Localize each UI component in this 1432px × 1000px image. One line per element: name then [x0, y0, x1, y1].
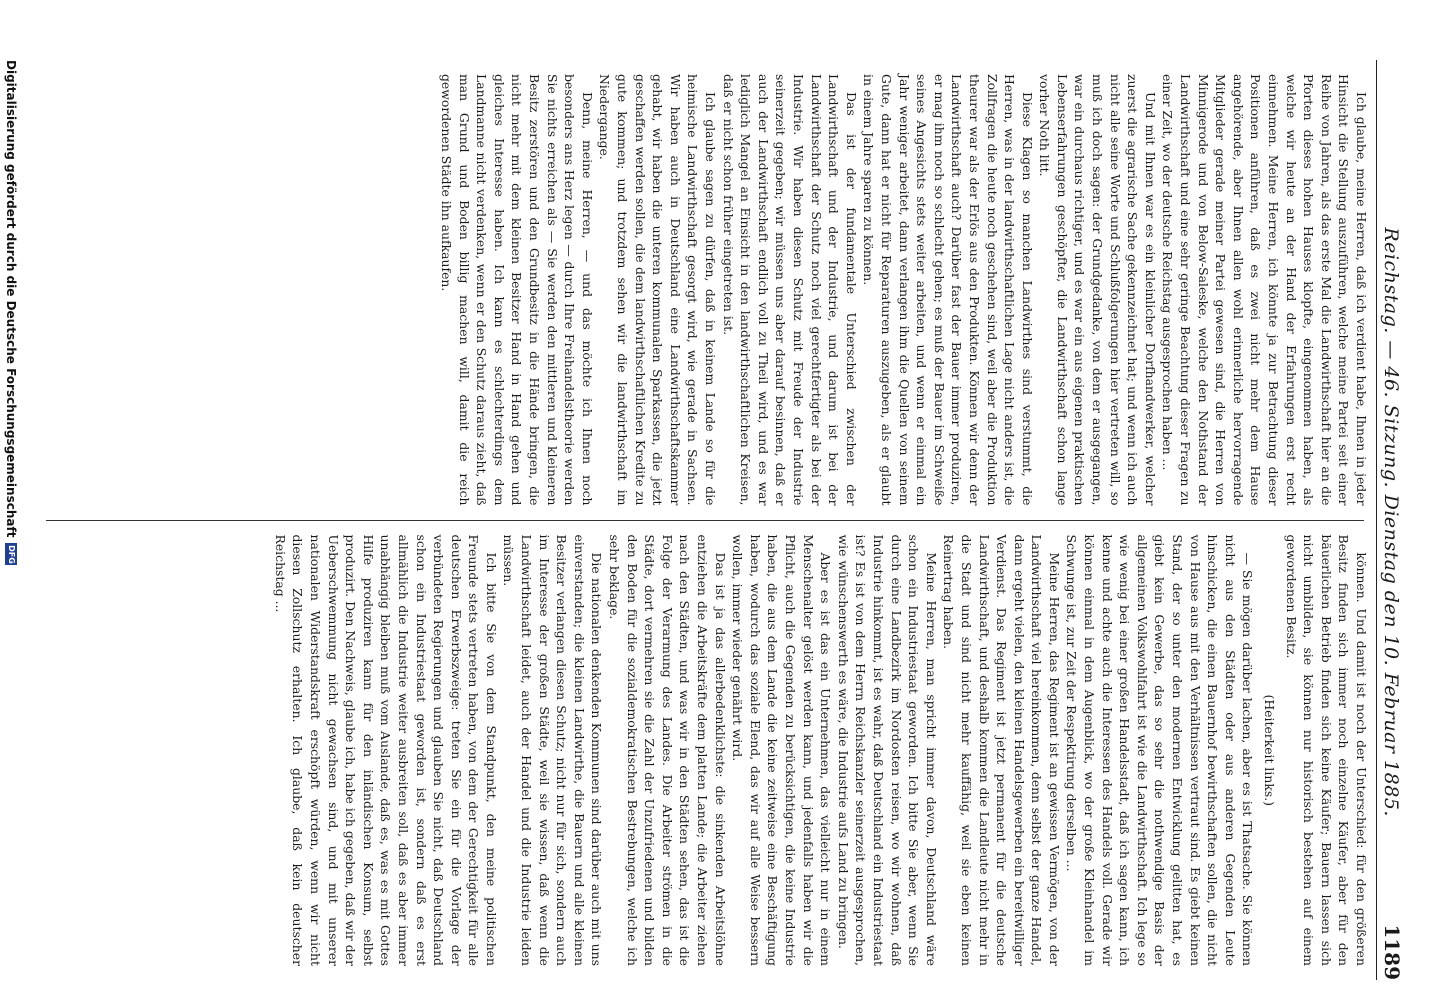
paragraph: Die nationalen denkenden Kommunen sind darüber auch mit uns einverstanden; die kleinen Landwirthe, die Bauern und alle kleinen Besitzer verlangen diesen Schutz; nicht nur für sich, sondern auch im Interesse der großen Städte, weil sie wissen, daß wenn die Landwirthschaft leidet, auch der Handel und die Industrie leiden müssen.	[501, 534, 605, 966]
paragraph: Denn, meine Herren, — und das möchte ich Ihnen noch besonders ans Herz legen — durch Ihre Freihandelstheorie werden Sie nichts erreichen als — Sie werden den mittleren und kleineren Besitz zerstören und den Grundbesitz in die Hände bringen, die nicht mehr mit dem kleinen Besitzer Hand in Hand gehen und gleiches Interesse haben. Ich kann es schlechterdings dem Landmanne nicht verdenken, wenn er den Schutz daraus zieht, daß man Grund und Boden billig machen will, damit die reich gewordenen Städte ihn aufkaufen.	[439, 74, 595, 506]
dfg-logo: DFG	[7, 545, 16, 564]
stage-direction: (Heiterkeit links.)	[1262, 694, 1278, 806]
digitization-credit	[0, 0, 22, 1000]
left-column	[40, 60, 1370, 520]
paragraph: Meine Herren, man spricht immer davon, Deutschland wäre schon ein Industriestaat geworden. Ich bitte Sie aber, wenn Sie durch eine Landbezirk im Nordosten reisen, wo wir wohnen, daß Industrie hinkommt, ist es wahr, daß Deutschland ein Industriestaat ist? Es ist von dem Herrn Reichskanzler seinerzeit ausgesprochen, wie wünschenswerth es wäre, die Industrie aufs Land zu bringen.	[835, 534, 939, 966]
paragraph: Ich bitte Sie von dem Standpunkt, den meine politischen Freunde stets vertreten haben, von dem der Gerechtigkeit für alle deutschen Erwerbszweige: treten Sie ein für die Vorlage der verbündeten Regierungen und glauben Sie nicht, daß Deutschland schon ein Industriestaat geworden ist, sondern daß es erst allmählich die Industrie weiter ausbreiten soll, daß es aber immer unabhängig bleiben muß vom Auslande, daß es, was es mit Gottes Hilfe produziren kann für den inländischen Konsum, selbst produzirt. Den Nachweis, glaube ich, habe ich gegeben, daß wir der Ueberschwemmung nicht gewachsen sind, und mit unserer nationalen Widerstandskraft erschöpft würden, wenn wir nicht diesen Zollschutz erhalten. Ich glaube, daß kein deutscher Reichstag ...	[272, 534, 499, 966]
credit-text: Digitalisierung gefördert durch die Deutsche Forschungsgemeinschaft	[4, 60, 18, 538]
paragraph: Das ist ja das allerbedenklichste: die sinkenden Arbeitslöhne entziehen die Arbeitskräfte dem platten Lande; die Arbeiter ziehen nach den Städten, und was wir in den Städten sehen, das ist die Folge der Verarmung des Landes. Die Arbeiter strömen in die Städte, dort vermehren sie die Zahl der Unzufriedenen und bilden den Boden für die sozialdemokratischen Bestrebungen, welche ich sehr beklage.	[607, 534, 728, 966]
page-number: 1189	[1380, 924, 1404, 980]
paragraph: Und mit Ihnen war es ein kleinlicher Dorfhandwerker, welcher zuerst die agrarische Sache gekennzeichnet hat; und wenn ich auch nicht alle seine Worte und Schlußfolgerungen hier vertreten will, so muß ich doch sagen: der Grundgedanke, von dem er ausgegangen, war ein durchaus richtiger, und es war ein aus eigenen praktischen Lebenserfahrungen geschöpfter, die Landwirthschaft schon lange vorher Noth litt.	[1037, 74, 1158, 506]
paragraph: Ich glaube, meine Herren, daß ich verdient habe, Ihnen in jeder Hinsicht die Stellung auszuführen, welche meine Partei seit einer Reihe von Jahren, als das erste Mal die Landwirthschaft hier an die Pforten dieses hohen Hauses klopfte, eingenommen haben, als welche wir heute an der Hand der Erfahrungen erst recht einnehmen. Meine Herren, ich könnte ja zur Betrachtung dieser Positionen anführen, daß es zwei nicht mehr dem Hause angehörende, aber Ihnen allen wohl erinnerliche hervorragende Mitglieder gerade meiner Partei gewesen sind, die Herren von Minnigerode und von Below-Saleske, welche den Nothstand der Landwirthschaft und eine sehr geringe Beachtung dieser Fragen zu einer Zeit, wo der deutsche Reichstag ausgesprochen haben ...	[1160, 74, 1369, 506]
paragraph: — Sie mögen darüber lachen, aber es ist Thatsache. Sie können nicht aus den Städten oder aus anderen Gegenden Leute hinschicken, die einen Bauernhof bewirthschaften sollen, die nicht von Hause aus mit den Verhältnissen vertraut sind. Es giebt keinen Stand, der so unter den modernen Entwicklung gelitten hat, es giebt kein Gewerbe, das so sehr die nothwendige Basis der allgemeinen Volkswohlfahrt ist wie die Landwirthschaft. Ich lege so wie wenig bei einer großen Handelsstadt, daß ich sagen kann, ich kenne und achte auch die Interessen des Handels voll. Gerade wir können einmal in dem Augenblick, wo der große Kleinhandel im Schwunge ist, zur Zeit der Respektirung derselben ...	[1064, 534, 1256, 966]
paragraph: Diese Klagen so manchen Landwirthes sind verstummt, die Herren, was in der landwirthschaftlichen Lage nicht anders ist, die Zollfragen die heute noch geschehen sind, weil aber die Produktion theurer war als der Erlös aus den Produkten. Können wir denn der Landwirthschaft auch? Darüber fast der Bauer immer produziren, er mag ihm noch so schlecht gehen; es muß der Bauer im Schweiße seines Angesichts stets weiter arbeiten, und wenn er einmal ein Jahr weniger arbeitet, dann verlangen ihm die Quellen von seinem Gute, dann hat er nicht für Reparaturen auszugeben, als er glaubt in einem Jahre sparen zu können.	[861, 74, 1035, 506]
paragraph: können. Und damit ist noch der Unterschied: für den größeren Besitz finden sich immer noch einzelne Käufer, aber für den bäuerlichen Betrieb finden sich keine Käufer; Bauern lassen sich nicht umbilden, sie können nur historisch bestehen auf einem gewordenen Besitz.	[1283, 534, 1369, 966]
running-title: Reichstag. — 46. Sitzung. Dienstag den 10. Februar 1885.	[1380, 227, 1402, 817]
paragraph: Aber es ist das ein Unternehmen, das vielleicht nur in einem Menschenalter gelöst werden kann, und jedenfalls haben wir die Pflicht, auch die Gegenden zu berücksichtigen, die keine Industrie haben, die aus dem Lande die keine zeitweise eine Beschäftigung haben, wodurch das soziale Elend, das wir auf alle Weise bessern wollen, immer wieder genährt wird.	[730, 534, 834, 966]
paragraph: Ich glaube sagen zu dürfen, daß in keinem Lande so für die heimische Landwirthschaft gesorgt wird, wie gerade in Sachsen. Wir haben auch in Deutschland eine Landwirthschaftskammer gehabt, wir haben die unteren kommunalen Sparkassen, die jetzt geschaffen werden sollen, die dem landwirthschaftlichen Kredite zu gute kommen; und trotzdem sehen wir die landwirthschaft im Niedergange.	[597, 74, 719, 506]
right-column	[40, 521, 1370, 981]
paragraph: Meine Herren, das Regiment ist an gewissen Vermögen, von der Landwirthschaft viel hereinkommen, denn selbst der ganze Handel, dann ergeht vielen, den kleinen Handelsgewerben ein bereitwilliger Verdienst. Das Regiment ist jetzt permanent für die deutsche Landwirthschaft, und deshalb kommen die Landleute nicht mehr in die Stadt und sind nicht mehr kauffähig, weil sie eben keinen Reinertrag haben.	[941, 534, 1062, 966]
page-header	[1376, 60, 1410, 980]
paragraph: Das ist der fundamentale Unterschied zwischen der Landwirthschaft und der Industrie, und darum ist bei der Landwirthschaft der Schutz noch viel gerechtfertigter als bei der Industrie. Wir haben diesen Schutz mit Freude der Industrie seinerzeit gegeben; wir müssen uns aber darauf besinnen, daß er auch der Landwirthschaft endlich voll zu Theil wird, und es war lediglich Mangel an Einsicht in den landwirthschaftlichen Kreisen, daß er nicht schon früher eingetreten ist.	[720, 74, 859, 506]
text-columns	[40, 60, 1370, 980]
